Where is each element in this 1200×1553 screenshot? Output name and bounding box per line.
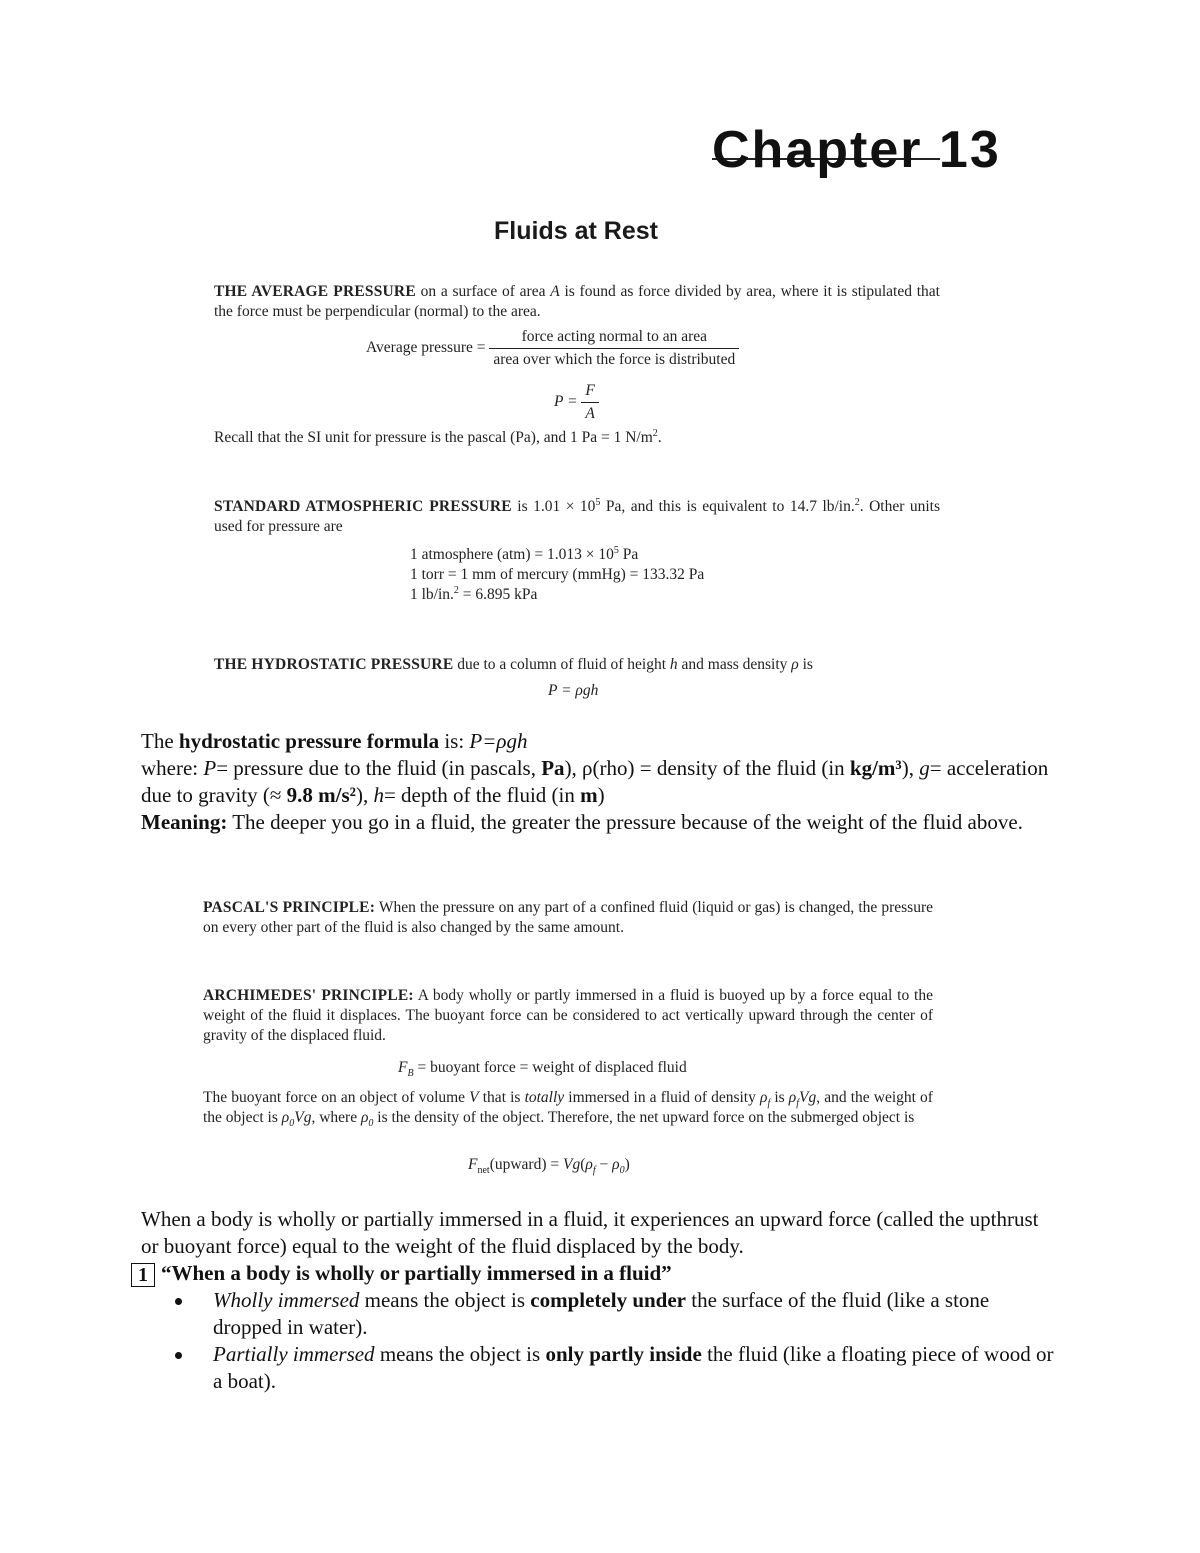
text-run: , and the weight of the object is (203, 1089, 933, 1126)
pressure-formula (554, 382, 599, 423)
variable-vg: Vg (799, 1089, 817, 1106)
text-run: The deeper you go in a fluid, the greater the pressure because of the weight of the fluid above. (227, 810, 1023, 834)
unit-atm (410, 545, 810, 565)
text-run: is the density of the object. Therefore, the net upward force on the submerged object is (373, 1109, 915, 1126)
unit-psi (410, 585, 810, 605)
fraction-numerator: force acting normal to an area (489, 328, 739, 349)
bullet-icon (175, 1352, 182, 1359)
variable-vg: Vg (294, 1109, 312, 1126)
archimedes-paragraph (203, 986, 933, 1046)
variable-v: V (469, 1089, 479, 1106)
bold-text: completely under (530, 1288, 686, 1313)
variable-f: F (398, 1059, 408, 1076)
page-title: Fluids at Rest (494, 217, 658, 245)
subscript: f (767, 1098, 771, 1110)
hydrostatic-heading: THE HYDROSTATIC PRESSURE (214, 656, 454, 673)
variable-p: P (203, 756, 217, 780)
superscript: 5 (595, 496, 601, 508)
text-run: where: (141, 756, 204, 780)
text-run: 1 lb/in. (410, 586, 454, 603)
bullet-icon (175, 1298, 182, 1305)
formula-fraction (581, 382, 598, 423)
unit-torr: 1 torr = 1 mm of mercury (mmHg) = 133.32 Pa (410, 566, 705, 583)
item-heading: “When a body is wholly or partially immersed in a fluid” (161, 1261, 672, 1285)
text-run: is found as force divided by area, where it is stipulated that the force must be perpendicular (normal) to the area. (214, 283, 940, 320)
variable-rho: ρ (788, 1089, 797, 1106)
bold-text: m (580, 783, 598, 807)
upthrust-paragraph: When a body is wholly or partially immersed in a fluid, it experiences an upward force (called the upthrust or buoyant force) equal to the weight of the fluid displaced by the body. (141, 1207, 1039, 1258)
variable-rho: ρ (585, 1156, 593, 1173)
text-run: , where (311, 1109, 361, 1126)
formula-text: P=ρgh (469, 729, 528, 753)
text-run: A body wholly or partly immersed in a fluid is buoyed up by a force equal to the weight of the fluid it displaces. The buoyant force can be considered to act vertically upward through the center of gravity of the displaced fluid. (203, 987, 933, 1044)
subscript: 0 (368, 1118, 374, 1130)
average-pressure-paragraph (214, 282, 940, 322)
list-item (175, 1341, 1056, 1395)
numbered-item (131, 1260, 1056, 1287)
text-run: − (595, 1156, 613, 1173)
subscript: net (477, 1165, 490, 1177)
text-run: When the pressure on any part of a confined fluid (liquid or gas) is changed, the pressure on every other part of the fluid is also changed by the same amount. (203, 899, 933, 936)
variable-rho: ρ (759, 1089, 768, 1106)
upthrust-notes (138, 1206, 1056, 1395)
item-number-box: 1 (131, 1263, 155, 1287)
italic-text: Wholly immersed (213, 1288, 360, 1313)
text-run: = depth of the fluid (in (383, 783, 581, 807)
equation-label: Average pressure = (366, 339, 490, 357)
italic-text: Partially immersed (213, 1342, 375, 1367)
list-item (175, 1287, 1056, 1341)
text-run: . Other units used for pressure are (214, 498, 940, 535)
text-run: and mass density (677, 656, 792, 673)
text-run: is 1.01 × 10 (511, 498, 596, 515)
text-run: = acceleration due to gravity (≈ (141, 756, 1049, 807)
subscript: f (592, 1165, 596, 1177)
variable-rho: ρ (612, 1156, 620, 1173)
text-run: Recall that the SI unit for pressure is the pascal (Pa), and 1 Pa = 1 N/m (214, 429, 653, 446)
text-run: the fluid (like a floating piece of wood or a boat). (213, 1342, 1054, 1394)
text-run: means the object is (359, 1288, 531, 1313)
bold-text: 9.8 m/s² (286, 783, 356, 807)
net-force-paragraph (203, 1088, 933, 1128)
net-force-equation (468, 1155, 630, 1175)
variable-rho: ρ (281, 1109, 290, 1126)
formula-denominator: A (585, 405, 595, 422)
bold-text: kg/m³ (849, 756, 902, 780)
text-run: is: (439, 729, 470, 753)
superscript: 2 (652, 427, 658, 439)
archimedes-heading: ARCHIMEDES' PRINCIPLE: (203, 987, 414, 1004)
chapter-heading (712, 118, 1001, 179)
variable-h: h (373, 783, 384, 807)
italic-text: totally (524, 1089, 565, 1106)
formula-lhs: P = (554, 393, 582, 411)
text-run: ), ρ(rho) = density of the fluid (in (564, 756, 850, 780)
text-run: the surface of the fluid (like a stone dropped in water). (213, 1288, 990, 1340)
bold-text: hydrostatic pressure formula (178, 729, 440, 753)
hydrostatic-notes (141, 728, 1056, 836)
fraction-denominator: area over which the force is distributed (493, 351, 736, 368)
subscript: f (796, 1098, 800, 1110)
average-pressure-heading: THE AVERAGE PRESSURE (214, 283, 416, 300)
text-run: due to a column of fluid of height (453, 656, 670, 673)
chapter-heading-text: Chapter 13 (712, 121, 1001, 179)
variable-rho: ρ (791, 656, 799, 673)
bold-text: only partly inside (545, 1342, 702, 1367)
text-run: = buoyant force = weight of displaced fluid (413, 1059, 687, 1076)
variable-vg: Vg (563, 1156, 581, 1173)
text-run: Pa (618, 546, 639, 563)
standard-pressure-heading: STANDARD ATMOSPHERIC PRESSURE (214, 498, 512, 515)
meaning-line (141, 809, 1056, 836)
bold-text: Meaning: (141, 810, 228, 834)
pressure-units-list (410, 545, 810, 605)
text-run: ) (597, 783, 605, 807)
text-run: ), (355, 783, 374, 807)
hydrostatic-equation: P = ρgh (548, 682, 599, 699)
variable-h: h (669, 656, 678, 673)
text-run: ) (624, 1156, 630, 1173)
immersion-bullet-list (175, 1287, 1056, 1395)
variable-f: F (468, 1156, 478, 1173)
subscript: 0 (619, 1165, 625, 1177)
si-unit-note (214, 428, 940, 448)
text-run: ( (580, 1156, 586, 1173)
pascal-heading: PASCAL'S PRINCIPLE: (203, 899, 376, 916)
superscript: 5 (613, 544, 619, 556)
standard-pressure-paragraph (214, 497, 940, 537)
superscript: 2 (854, 496, 860, 508)
text-run: = pressure due to the fluid (in pascals, (216, 756, 542, 780)
text-run: that is (478, 1089, 525, 1106)
text-run: on a surface of area (415, 283, 551, 300)
where-line (141, 755, 1056, 809)
text-run: ), (901, 756, 920, 780)
text-run: = 6.895 kPa (458, 586, 538, 603)
buoyant-force-equation (398, 1058, 687, 1078)
hydrostatic-paragraph (214, 655, 940, 675)
equation-fraction (489, 328, 739, 369)
text-run: is (770, 1089, 789, 1106)
subscript: 0 (289, 1118, 295, 1130)
formula-line (141, 728, 1056, 755)
pascal-paragraph (203, 898, 933, 938)
text-run: immersed in a fluid of density (564, 1089, 760, 1106)
text-run: is (798, 656, 813, 673)
text-run: The (141, 729, 179, 753)
text-run: (upward) = (489, 1156, 563, 1173)
average-pressure-equation (366, 328, 739, 369)
text-run: The buoyant force on an object of volume (203, 1089, 470, 1106)
text-run: Pa, and this is equivalent to 14.7 lb/in. (600, 498, 855, 515)
text-run: . (657, 429, 662, 446)
superscript: 2 (453, 584, 459, 596)
text-run: 1 atmosphere (atm) = 1.013 × 10 (410, 546, 614, 563)
variable-a: A (550, 283, 560, 300)
subscript: B (407, 1068, 414, 1080)
bold-text: Pa (541, 756, 565, 780)
variable-g: g (919, 756, 930, 780)
formula-numerator: F (581, 382, 598, 403)
variable-rho: ρ (360, 1109, 369, 1126)
text-run: means the object is (374, 1342, 546, 1367)
